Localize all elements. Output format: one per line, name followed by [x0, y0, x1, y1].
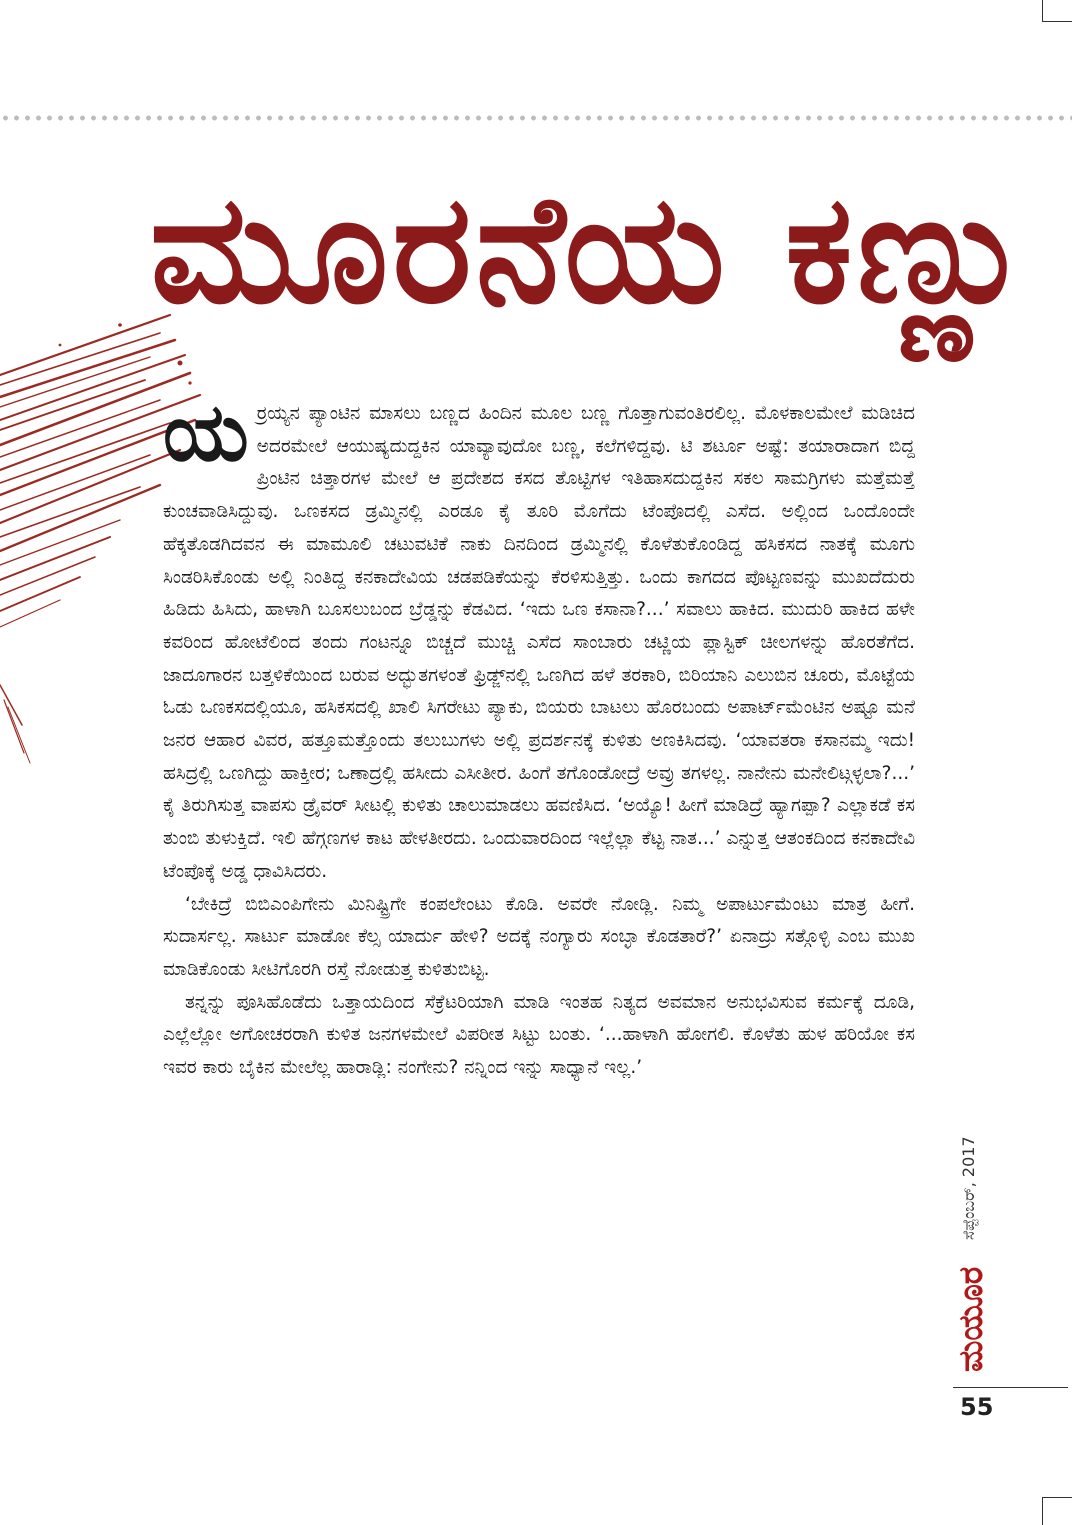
magazine-logo: ಮಯೂರ: [951, 1266, 990, 1372]
crop-mark-bottom: [1042, 1497, 1072, 1525]
crop-mark-top: [1042, 0, 1072, 22]
article-title: ಮೂರನೆಯ ಕಣ್ಣು: [150, 163, 1036, 337]
issue-date: ಸೆಪ್ಟೆಂಬರ್, 2017: [959, 1136, 978, 1240]
drop-cap: ಯ: [163, 386, 249, 479]
article-body: [163, 386, 915, 1085]
paragraph-3: ತನ್ನನ್ನು ಪೂಸಿಹೊಡೆದು ಒತ್ತಾಯದಿಂದ ಸೆಕ್ರೆಟರಿಯಾಗಿ ಮಾಡಿ ಇಂತಹ ನಿತ್ಯದ ಅವಮಾನ ಅನುಭವಿಸುವ ಕರ್ಮಕ್ಕೆ ದೂಡಿ, ಎಲ್ಲೆಲ್ಲೋ ಅಗೋಚರರಾಗಿ ಕುಳಿತ ಜನಗಳಮೇಲೆ ವಿಪರೀತ ಸಿಟ್ಟು ಬಂತು. ‘...ಹಾಳಾಗಿ ಹೋಗಲಿ. ಕೊಳೆತು ಹುಳ ಹರಿಯೋ ಕಸ ಇವರ ಕಾರು ಬೈಕಿನ ಮೇಲೆಲ್ಲ ಹಾರಾಡ್ಲಿ: ನಂಗೇನು? ನನ್ನಿಂದ ಇನ್ನು ಸಾಧ್ಯಾನೆ ಇಲ್ಲ.’: [163, 991, 915, 1079]
dotted-rule: [0, 113, 1072, 123]
folio-rule: [953, 1387, 1068, 1388]
paragraph-1: [163, 386, 915, 889]
paragraph-2: ‘ಬೇಕಿದ್ರೆ ಬಿಬಿಎಂಪಿಗೇನು ಮಿನಿಷ್ಟ್ರಿಗೇ ಕಂಪಲೇಂಟು ಕೊಡಿ. ಅವರೇ ನೋಡ್ಲಿ. ನಿಮ್ಮ ಅಪಾರ್ಟುಮೆಂಟು ಮಾತ್ರ ಹೀಗೆ. ಸುದಾರ್ಸಲ್ಲ. ಸಾರ್ಟು ಮಾಡೋ ಕೆಲ್ಸ ಯಾರ್ದು ಹೇಳಿ? ಅದಕ್ಕೆ ನಂಗ್ಯಾರು ಸಂಬ್ಳಾ ಕೊಡತಾರೆ?’ ಏನಾದ್ರು ಸತ್ಗೊಳ್ಳಿ ಎಂಬ ಮುಖ ಮಾಡಿಕೊಂಡು ಸೀಟಿಗೊರಗಿ ರಸ್ತೆ ನೋಡುತ್ತ ಕುಳಿತುಬಿಟ್ಟ.: [163, 893, 915, 980]
paragraph-1-text: ರ್ರಯ್ಯನ ಪ್ಯಾಂಟಿನ ಮಾಸಲು ಬಣ್ಣದ ಹಿಂದಿನ ಮೂಲ ಬಣ್ಣ ಗೊತ್ತಾಗುವಂತಿರಲಿಲ್ಲ. ಮೊಳಕಾಲಮೇಲೆ ಮಡಿಚಿದ ಅದರಮೇಲೆ ಆಯುಷ್ಯದುದ್ದಕಿನ ಯಾವ್ಯಾವುದೋ ಬಣ್ಣ, ಕಲೆಗಳಿದ್ದವು. ಟಿ ಶರ್ಟೂ ಅಷ್ಟೆ: ತಯಾರಾದಾಗ ಬಿದ್ದ ಪ್ರಿಂಟಿನ ಚಿತ್ತಾರಗಳ ಮೇಲೆ ಆ ಪ್ರದೇಶದ ಕಸದ ತೊಟ್ಟಿಗಳ ಇತಿಹಾಸದುದ್ದಕಿನ ಸಕಲ ಸಾಮಗ್ರಿಗಳು ಮತ್ತೆಮತ್ತೆ ಕುಂಚವಾಡಿಸಿದ್ದುವು. ಒಣಕಸದ ಡ್ರಮ್ಮಿನಲ್ಲಿ ಎರಡೂ ಕೈ ತೂರಿ ಮೊಗೆದು ಟೆಂಪೊದಲ್ಲಿ ಎಸೆದ. ಅಲ್ಲಿಂದ ಒಂದೊಂದೇ ಹೆಕ್ಕತೊಡಗಿದವನ ಈ ಮಾಮೂಲಿ ಚಟುವಟಿಕೆ ನಾಕು ದಿನದಿಂದ ಡ್ರಮ್ಮಿನಲ್ಲಿ ಕೊಳೆತುಕೊಂಡಿದ್ದ ಹಸಿಕಸದ ನಾತಕ್ಕೆ ಮೂಗು ಸಿಂಡರಿಸಿಕೊಂಡು ಅಲ್ಲಿ ನಿಂತಿದ್ದ ಕನಕಾದೇವಿಯ ಚಡಪಡಿಕೆಯನ್ನು ಕೆರಳಿಸುತ್ತಿತ್ತು. ಒಂದು ಕಾಗದದ ಪೊಟ್ಟಣವನ್ನು ಮುಖದೆದುರು ಹಿಡಿದು ಹಿಸಿದು, ಹಾಳಾಗಿ ಬೂಸಲುಬಂದ ಬ್ರೆಡ್ಡನ್ನು ಕೆಡವಿದ. ‘ಇದು ಒಣ ಕಸಾನಾ?...’ ಸವಾಲು ಹಾಕಿದ. ಮುದುರಿ ಹಾಕಿದ ಹಳೇ ಕವರಿಂದ ಹೋಟೆಲಿಂದ ತಂದು ಗಂಟನ್ನೂ ಬಿಚ್ಚದೆ ಮುಚ್ಚಿ ಎಸೆದ ಸಾಂಬಾರು ಚಟ್ಣಿಯ ಪ್ಲಾಸ್ಟಿಕ್ ಚೀಲಗಳನ್ನು ಹೊರತೆಗೆದ. ಜಾದೂಗಾರನ ಬತ್ತಳಿಕೆಯಿಂದ ಬರುವ ಅದ್ಭುತಗಳಂತೆ ಫ್ರಿಡ್ಜ್‌ನಲ್ಲಿ ಒಣಗಿದ ಹಳೆ ತರಕಾರಿ, ಬಿರಿಯಾನಿ ಎಲುಬಿನ ಚೂರು, ಮೊಟ್ಟೆಯ ಓಡು ಒಣಕಸದಲ್ಲಿಯೂ, ಹಸಿಕಸದಲ್ಲಿ ಖಾಲಿ ಸಿಗರೇಟು ಪ್ಯಾಕು, ಬಿಯರು ಬಾಟಲು ಹೊರಬಂದು ಅಪಾರ್ಟ್‌ಮೆಂಟಿನ ಅಷ್ಟೂ ಮನೆ ಜನರ ಆಹಾರ ವಿವರ, ಹತ್ತೂಮತ್ತೊಂದು ತಲುಬುಗಳು ಅಲ್ಲಿ ಪ್ರದರ್ಶನಕ್ಕೆ ಕುಳಿತು ಅಣಕಿಸಿದವು. ‘ಯಾವತರಾ ಕಸಾನಮ್ಮ ಇದು! ಹಸಿದ್ರಲ್ಲಿ ಒಣಗಿದ್ದು ಹಾಕ್ತೀರ; ಒಣಾದ್ರಲ್ಲಿ ಹಸೀದು ಎಸೀತೀರ. ಹಿಂಗೆ ತಗೊಂಡೋದ್ರೆ ಅವ್ರು ತಗಳಲ್ಲ. ನಾನೇನು ಮನೇಲಿಟ್ಗಳ್ಳಲಾ?...’ ಕೈ ತಿರುಗಿಸುತ್ತ ವಾಪಸು ಡ್ರೈವರ್ ಸೀಟಲ್ಲಿ ಕುಳಿತು ಚಾಲುಮಾಡಲು ಹವಣಿಸಿದ. ‘ಅಯ್ಯೊ! ಹೀಗೆ ಮಾಡಿದ್ರೆ ಹ್ಯಾಗಪ್ಪಾ? ಎಲ್ಲಾಕಡೆ ಕಸ ತುಂಬಿ ತುಳುಕ್ತಿದೆ. ಇಲಿ ಹೆಗ್ಗಣಗಳ ಕಾಟ ಹೇಳತೀರದು. ಒಂದುವಾರದಿಂದ ಇಲ್ಲೆಲ್ಲಾ ಕೆಟ್ಟ ನಾತ...’ ಎನ್ನುತ್ತ ಆತಂಕದಿಂದ ಕನಕಾದೇವಿ ಟೆಂಪೊಕ್ಕೆ ಅಡ್ಡ ಧಾವಿಸಿದರು.: [163, 403, 915, 882]
page-number: 55: [960, 1393, 994, 1421]
